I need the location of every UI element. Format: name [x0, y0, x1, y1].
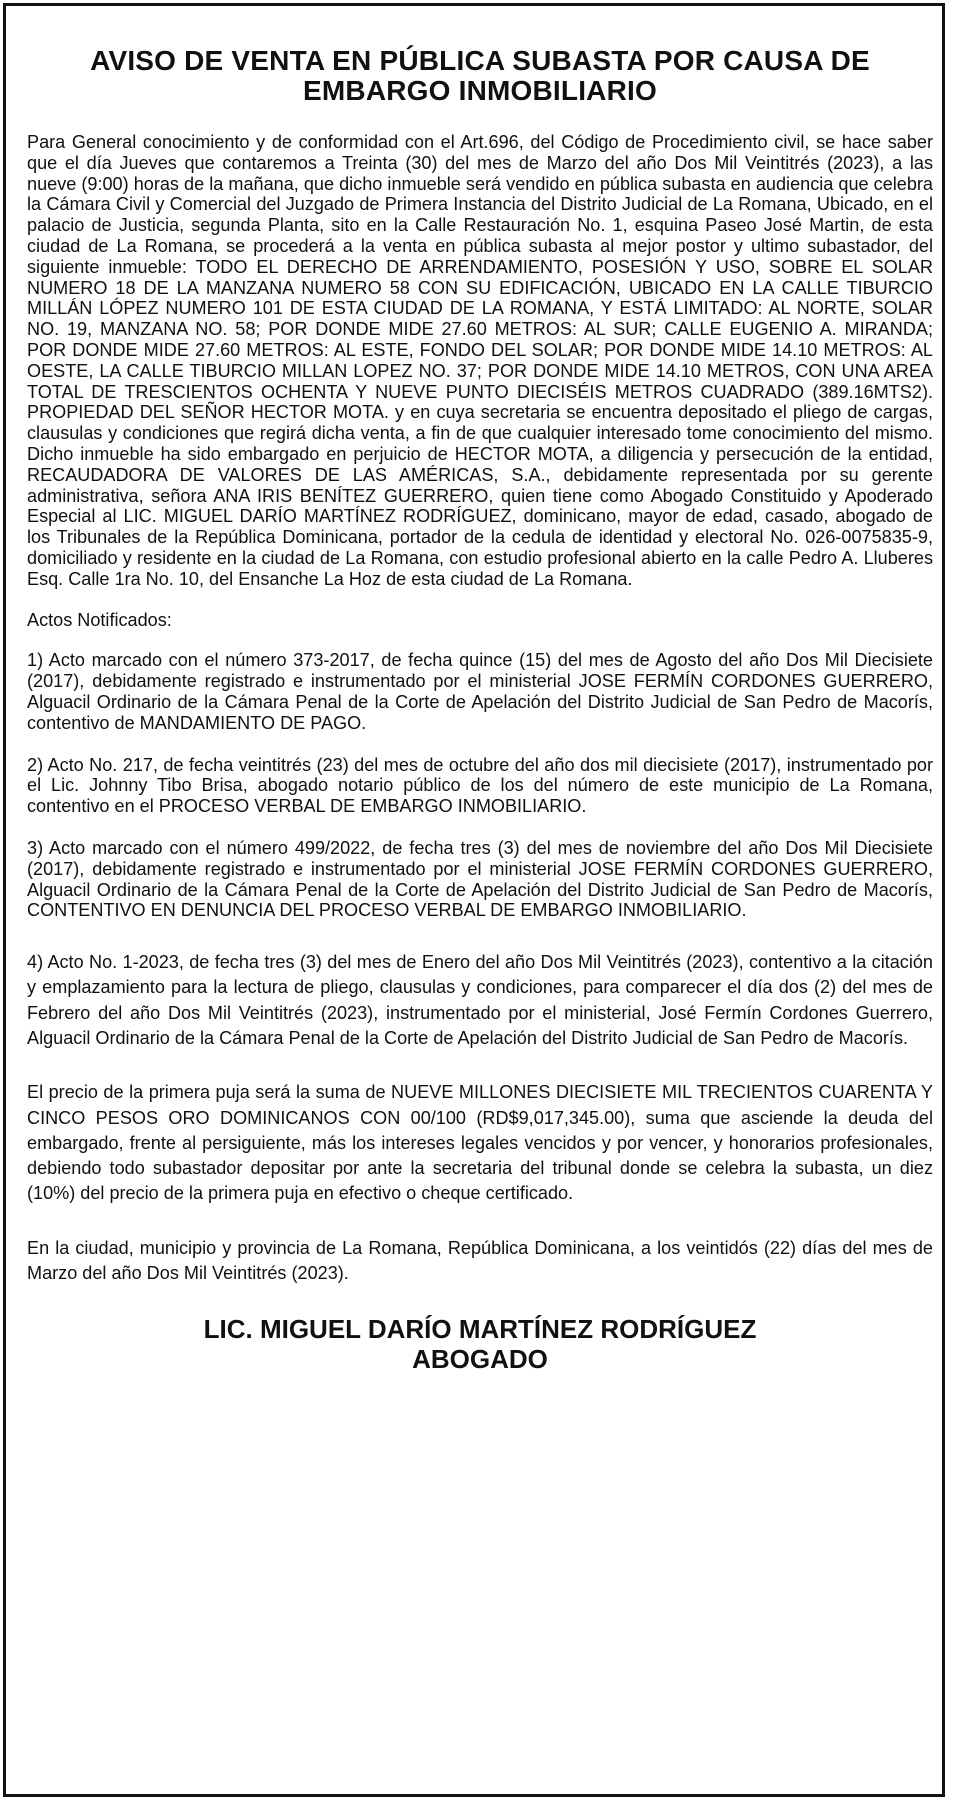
price-paragraph: El precio de la primera puja será la suma de NUEVE MILLONES DIECISIETE MIL TRECIENTOS CUARENTA Y CINCO PESOS ORO DOMINICANOS CON 00/100 (RD$9,017,345.00), suma que asciende la deuda del embargado, frente al persiguiente, más los intereses legales vencidos y por vencer, y honorarios profesionales, debiendo todo subastador depositar por ante la secretaria del tribunal donde se celebra la subasta, un diez (10%) del precio de la primera puja en efectivo o cheque certificado.: [27, 1082, 933, 1204]
notice-body: [27, 132, 933, 1286]
spacer: [27, 630, 933, 650]
act-3: 3) Acto marcado con el número 499/2022, de fecha tres (3) del mes de noviembre del año Dos Mil Diecisiete (2017), debidamente registrado e instrumentado por el ministerial JOSE FERMÍN CORDONES GUERRERO, Alguacil Ordinario de la Cámara Penal de la Corte de Apelación del Distrito Judicial de San Pedro de Macorís, CONTENTIVO EN DENUNCIA DEL PROCESO VERBAL DE EMBARGO INMOBILIARIO.: [27, 837, 933, 921]
spacer: [27, 734, 933, 755]
notice-border: [3, 3, 945, 1797]
notice-content: [27, 36, 933, 1374]
act-4: 4) Acto No. 1-2023, de fecha tres (3) del mes de Enero del año Dos Mil Veintitrés (2023), contentivo a la citación y emplazamiento para la lectura de pliego, clausulas y condiciones, para comparecer el día dos (2) del mes de Febrero del año Dos Mil Veintitrés (2023), instrumentado por el ministerial, José Fermín Cordones Guerrero, Alguacil Ordinario de la Cámara Penal de la Corte de Apelación del Distrito Judicial de San Pedro de Macorís.: [27, 952, 933, 1048]
act-1: 1) Acto marcado con el número 373-2017, de fecha quince (15) del mes de Agosto del año Dos Mil Diecisiete (2017), debidamente registrado e instrumentado por el ministerial JOSE FERMÍN CORDONES GUERRERO, Alguacil Ordinario de la Cámara Penal de la Corte de Apelación del Distrito Judicial de San Pedro de Macorís, contentivo de MANDAMIENTO DE PAGO.: [27, 650, 933, 733]
notice-title: [27, 46, 933, 106]
signature-name: LIC. MIGUEL DARÍO MARTÍNEZ RODRÍGUEZ: [203, 1314, 757, 1345]
spacer: [27, 1207, 933, 1236]
spacer: [27, 817, 933, 838]
acts-heading: Actos Notificados:: [27, 609, 172, 630]
signature-title: ABOGADO: [412, 1344, 548, 1375]
signature-block: [27, 1314, 933, 1374]
spacer: [27, 1051, 933, 1080]
title-line-2: EMBARGO INMOBILIARIO: [303, 75, 657, 106]
spacer: [27, 921, 933, 950]
closing-paragraph: En la ciudad, municipio y provincia de La Romana, República Dominicana, a los veintidós (22) días del mes de Marzo del año Dos Mil Veintitrés (2023).: [27, 1237, 933, 1284]
title-line-1: AVISO DE VENTA EN PÚBLICA SUBASTA POR CAUSA DE: [90, 45, 870, 76]
spacer: [27, 590, 933, 610]
act-2: 2) Acto No. 217, de fecha veintitrés (23) del mes de octubre del año dos mil diecisiete (2017), instrumentado por el Lic. Johnny Tibo Brisa, abogado notario público de los del número de este municipio de La Romana, contentivo en el PROCESO VERBAL DE EMBARGO INMOBILIARIO.: [27, 754, 933, 817]
intro-paragraph: Para General conocimiento y de conformidad con el Art.696, del Código de Procedimiento civil, se hace saber que el día Jueves que contaremos a Treinta (30) del mes de Marzo del año Dos Mil Veintitrés (2023), a las nueve (9:00) horas de la mañana, que dicho inmueble será vendido en pública subasta en audiencia que celebra la Cámara Civil y Comercial del Juzgado de Primera Instancia del Distrito Judicial de La Romana, Ubicado, en el palacio de Justicia, segunda Planta, sito en la Calle Restauración No. 1, esquina Paseo José Martin, de esta ciudad de La Romana, se procederá a la venta en pública subasta al mejor postor y ultimo subastador, del siguiente inmueble: TODO EL DERECHO DE ARRENDAMIENTO, POSESIÓN Y USO, SOBRE EL SOLAR NUMERO 18 DE LA MANZANA NUMERO 58 CON SU EDIFICACIÓN, UBICADO EN LA CALLE TIBURCIO MILLÁN LÓPEZ NUMERO 101 DE ESTA CIUDAD DE LA ROMANA, Y ESTÁ LIMITADO: AL NORTE, SOLAR NO. 19, MANZANA NO. 58; POR DONDE MIDE 27.60 METROS: AL SUR; CALLE EUGENIO A. MIRANDA; POR DONDE MIDE 27.60 METROS: AL ESTE, FONDO DEL SOLAR; POR DONDE MIDE 14.10 METROS: AL OESTE, LA CALLE TIBURCIO MILLAN LOPEZ NO. 37; POR DONDE MIDE 14.10 METROS, CON UNA AREA TOTAL DE TRESCIENTOS OCHENTA Y NUEVE PUNTO DIECISÉIS METROS CUADRADO (389.16MTS2). PROPIEDAD DEL SEÑOR HECTOR MOTA. y en cuya secretaria se encuentra depositado el pliego de cargas, clausulas y condiciones que regirá dicha venta, a fin de que cualquier interesado tome conocimiento del mismo. Dicho inmueble ha sido embargado en perjuicio de HECTOR MOTA, a diligencia y persecución de la entidad, RECAUDADORA DE VALORES DE LAS AMÉRICAS, S.A., debidamente representada por su gerente administrativa, señora ANA IRIS BENÍTEZ GUERRERO, quien tiene como Abogado Constituido y Apoderado Especial al LIC. MIGUEL DARÍO MARTÍNEZ RODRÍGUEZ, dominicano, mayor de edad, casado, abogado de los Tribunales de la República Dominicana, portador de la cedula de identidad y electoral No. 026-0075835-9, domiciliado y residente en la ciudad de La Romana, con estudio profesional abierto en la calle Pedro A. Lluberes Esq. Calle 1ra No. 10, del Ensanche La Hoz de esta ciudad de La Romana.: [27, 132, 933, 589]
